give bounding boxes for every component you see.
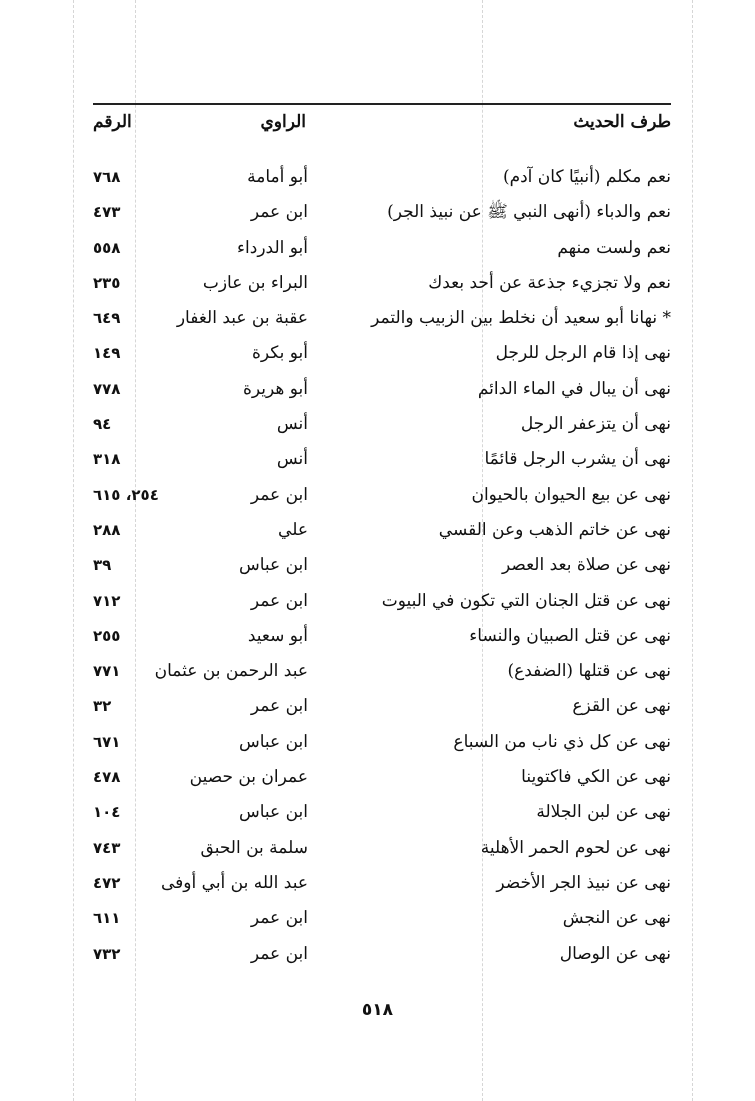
hadith-number: ٧٧١ [93,662,121,681]
hadith-text: نهى أن يبال في الماء الدائم [477,378,671,399]
narrator-name: أبو بكرة [251,343,308,364]
narrator-name: عمران بن حصين [189,767,308,788]
hadith-text: نهى عن قتل الجنان التي تكون في البيوت [381,590,671,611]
narrator-name: ابن عباس [238,802,308,823]
narrator-name: ابن عمر [250,943,308,964]
narrator-name: أبو سعيد [247,625,308,646]
hadith-text: نهى عن الوصال [559,943,671,964]
table-row [93,231,671,266]
table-row [93,619,671,654]
hadith-text: نهى عن قتل الصبيان والنساء [469,625,671,646]
hadith-number: ٣١٨ [93,450,121,469]
hadith-number: ١٤٩ [93,344,121,363]
table-row [93,654,671,689]
narrator-name: عبد الرحمن بن عثمان [154,661,308,682]
narrator-name: البراء بن عازب [202,272,308,293]
hadith-number: ٥٥٨ [93,238,121,257]
hadith-text: نعم والدباء (أنهى النبي ﷺ عن نبيذ الجر) [387,202,671,223]
table-row [93,725,671,760]
hadith-number: ٩٤ [93,415,112,434]
hadith-text: نهى عن خاتم الذهب وعن القسي [438,519,671,540]
table-row [93,866,671,901]
hadith-text: نعم ولست منهم [557,237,671,258]
hadith-number: ٧٣٢ [93,944,121,963]
hadith-number: ٦١١ [93,909,121,928]
hadith-number: ٣٢ [93,697,112,716]
table-row [93,795,671,830]
narrator-name: عقبة بن عبد الغفار [176,308,308,329]
table-row [93,372,671,407]
hadith-text: نعم مكلم (أنبيًا كان آدم) [502,167,671,187]
hadith-number: ٧٦٨ [93,168,121,186]
hadith-text: نهى عن نبيذ الجر الأخضر [496,872,671,893]
table-row [93,407,671,442]
table-row [93,584,671,619]
narrator-name: أبو هريرة [242,378,308,399]
narrator-name: ابن عمر [250,908,308,929]
narrator-name: ابن عباس [238,555,308,576]
hadith-text: نهى عن الكي فاكتوينا [521,767,671,788]
page-number: ٥١٨ [361,1000,394,1020]
hadith-index-table [93,160,671,972]
narrator-name: أبو أمامة [247,167,308,187]
table-row [93,901,671,936]
header-number: الرقم [93,112,132,132]
hadith-number: ٤٧٢ [93,873,121,892]
hadith-text: نهى عن النجش [562,908,671,929]
table-row [93,513,671,548]
hadith-text: نهى أن يشرب الرجل قائمًا [484,449,671,470]
hadith-number: ٧٧٨ [93,379,121,398]
table-row [93,831,671,866]
narrator-name: أبو الدرداء [237,237,308,258]
narrator-name: عبد الله بن أبي أوفى [161,872,308,893]
hadith-text: نعم ولا تجزيء جذعة عن أحد بعدك [428,272,671,293]
hadith-text: نهى عن قتلها (الضفدع) [507,661,671,682]
hadith-number: ٦٤٩ [93,309,121,328]
table-row [93,160,671,195]
column-guide-line [73,0,74,1101]
hadith-number: ٤٧٨ [93,768,121,787]
hadith-text: نهى عن لحوم الحمر الأهلية [480,837,671,858]
hadith-number: ٢٣٥ [93,273,121,292]
table-row [93,478,671,513]
hadith-text: نهى عن بيع الحيوان بالحيوان [471,484,671,505]
table-row [93,937,671,972]
narrator-name: ابن عمر [250,202,308,223]
hadith-text: نهى عن القزع [572,696,671,717]
header-rule [93,103,671,105]
hadith-number: ٧١٢ [93,591,121,610]
table-row [93,336,671,371]
column-guide-line [692,0,693,1101]
hadith-number: ٢٨٨ [93,520,121,539]
hadith-number: ٤٧٣ [93,203,121,222]
table-row [93,548,671,583]
narrator-name: أنس [276,449,308,470]
narrator-name: أنس [276,414,308,435]
narrator-name: ابن عمر [250,590,308,611]
hadith-number: ٢٥٤، ٦١٥ [93,485,159,504]
narrator-name: ابن عمر [250,484,308,505]
hadith-text: نهى عن كل ذي ناب من السباع [453,731,671,752]
narrator-name: سلمة بن الحبق [200,837,308,858]
table-row [93,195,671,230]
table-row [93,760,671,795]
hadith-text: نهى أن يتزعفر الرجل [520,414,671,435]
header-narrator: الراوي [260,112,306,132]
narrator-name: ابن عباس [238,731,308,752]
hadith-text: * نهانا أبو سعيد أن نخلط بين الزبيب والتمر [371,308,671,329]
hadith-number: ٦٧١ [93,732,121,751]
table-row [93,442,671,477]
hadith-text: نهى عن صلاة بعد العصر [501,555,671,576]
table-row [93,689,671,724]
hadith-number: ١٠٤ [93,803,121,822]
table-row [93,266,671,301]
hadith-number: ٣٩ [93,556,112,575]
narrator-name: ابن عمر [250,696,308,717]
hadith-number: ٢٥٥ [93,626,121,645]
hadith-number: ٧٤٣ [93,838,121,857]
table-header [93,112,671,140]
hadith-text: نهى عن لبن الجلالة [536,802,671,823]
header-hadith: طرف الحديث [573,112,671,132]
table-row [93,301,671,336]
hadith-text: نهى إذا قام الرجل للرجل [495,343,671,364]
narrator-name: علي [278,519,308,540]
